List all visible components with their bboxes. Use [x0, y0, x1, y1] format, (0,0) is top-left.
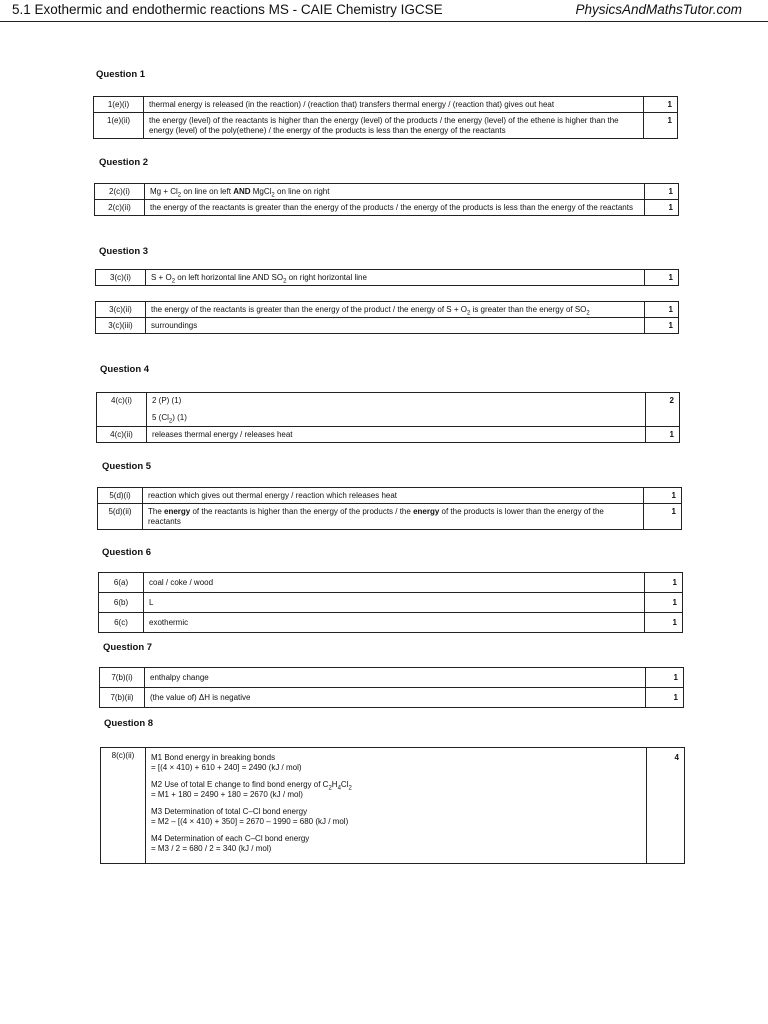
question-heading: Question 8	[104, 718, 154, 729]
part-label: 3(c)(i)	[96, 270, 146, 286]
mark-value: 1	[645, 184, 679, 200]
question-heading: Question 1	[96, 69, 146, 80]
table-row	[99, 613, 683, 633]
question-heading: Question 6	[102, 547, 152, 558]
mark-scheme-table	[97, 487, 682, 530]
table-row	[99, 573, 683, 593]
marking-point-m1	[151, 753, 641, 773]
answer-fragment: M2 Use of total E change to find bond energy of C	[151, 780, 329, 789]
question-heading: Question 7	[103, 642, 153, 653]
answer-text: releases thermal energy / releases heat	[147, 427, 646, 443]
answer-fragment: S + O	[151, 273, 172, 282]
answer-text: (the value of) ΔH is negative	[145, 688, 646, 708]
answer-text: surroundings	[146, 318, 645, 334]
mark-scheme-table	[98, 572, 683, 633]
part-label: 6(c)	[99, 613, 144, 633]
marking-point-m3	[151, 807, 641, 827]
subscript: 4	[337, 785, 341, 792]
subscript: 2	[586, 310, 590, 317]
mark-value: 1	[646, 427, 680, 443]
mark-value: 1	[644, 97, 678, 113]
answer-text: coal / coke / wood	[144, 573, 645, 593]
subscript: 2	[171, 278, 176, 285]
answer-fragment: Mg + Cl	[150, 187, 178, 196]
mark-value: 1	[645, 593, 683, 613]
table-row	[97, 393, 680, 427]
answer-text	[147, 393, 646, 427]
mark-value: 1	[645, 270, 679, 286]
subscript: 2	[466, 310, 471, 317]
mark-value: 1	[646, 688, 684, 708]
answer-emphasis: AND	[233, 187, 251, 196]
answer-fragment: on left horizontal line AND SO	[175, 273, 284, 282]
part-label: 3(c)(ii)	[96, 302, 146, 318]
part-label: 7(b)(i)	[100, 668, 145, 688]
site-name: PhysicsAndMathsTutor.com	[575, 2, 742, 17]
mark-value: 1	[646, 668, 684, 688]
mark-value: 1	[644, 488, 682, 504]
subscript: 2	[177, 192, 182, 199]
mark-value: 1	[645, 200, 679, 216]
answer-fragment: of the products is lower than the energy of the reactants	[148, 507, 604, 526]
marking-point-title: M1 Bond energy in breaking bonds	[151, 753, 276, 762]
mark-value: 4	[647, 748, 685, 864]
page-header	[0, 2, 768, 20]
answer-fragment: on line on right	[274, 187, 330, 196]
answer-text: enthalpy change	[145, 668, 646, 688]
marking-point-calc: = M3 / 2 = 680 / 2 = 340 (kJ / mol)	[151, 844, 272, 853]
marking-point-m4	[151, 834, 641, 854]
part-label: 1(e)(i)	[94, 97, 144, 113]
answer-text: thermal energy is released (in the reaction) / (reaction that) transfers thermal energy / (reaction that) gives out heat	[144, 97, 644, 113]
table-row	[96, 318, 679, 334]
mark-scheme-table	[94, 183, 679, 216]
answer-text	[146, 270, 645, 286]
subscript: 2	[168, 418, 173, 425]
table-row	[100, 688, 684, 708]
part-label: 6(b)	[99, 593, 144, 613]
subscript: 2	[283, 278, 287, 285]
part-label: 5(d)(i)	[98, 488, 143, 504]
answer-emphasis: energy	[164, 507, 191, 516]
part-label: 4(c)(i)	[97, 393, 147, 427]
answer-fragment: MgCl	[250, 187, 272, 196]
mark-scheme-table	[96, 392, 680, 443]
answer-emphasis: energy	[413, 507, 440, 516]
table-row	[94, 113, 678, 139]
marking-point-m2	[151, 780, 641, 800]
part-label: 4(c)(ii)	[97, 427, 147, 443]
table-row	[98, 504, 682, 530]
mark-value: 2	[646, 393, 680, 427]
mark-value: 1	[644, 504, 682, 530]
marking-point-calc: = M2 – [(4 × 410) + 350] = 2670 – 1990 = 680 (kJ / mol)	[151, 817, 349, 826]
marking-point-title: M3 Determination of total C–Cl bond energy	[151, 807, 308, 816]
table-row	[98, 488, 682, 504]
table-row	[101, 748, 685, 864]
mark-value: 1	[645, 613, 683, 633]
part-label: 2(c)(i)	[95, 184, 145, 200]
marking-point-calc: = [(4 × 410) + 610 + 240] = 2490 (kJ / mol)	[151, 763, 302, 772]
answer-text: L	[144, 593, 645, 613]
subscript: 2	[348, 785, 352, 792]
answer-fragment: is greater than the energy of SO	[470, 305, 587, 314]
table-row	[96, 270, 679, 286]
answer-fragment: H	[331, 780, 338, 789]
question-heading: Question 4	[100, 364, 150, 375]
table-row	[100, 668, 684, 688]
answer-text: the energy of the reactants is greater than the energy of the products / the energy of the products is less than the energy of the reactants	[145, 200, 645, 216]
answer-text	[145, 184, 645, 200]
answer-fragment: Cl	[340, 780, 349, 789]
mark-value: 1	[645, 318, 679, 334]
mark-value: 1	[645, 302, 679, 318]
answer-fragment: 5 (Cl	[152, 413, 169, 422]
answer-line: 2 (P) (1)	[152, 396, 182, 405]
answer-text	[146, 302, 645, 318]
part-label: 6(a)	[99, 573, 144, 593]
answer-fragment: on line on left	[181, 187, 234, 196]
part-label: 5(d)(ii)	[98, 504, 143, 530]
mark-value: 1	[645, 573, 683, 593]
question-heading: Question 3	[99, 246, 149, 257]
subscript: 2	[328, 785, 332, 792]
answer-text: exothermic	[144, 613, 645, 633]
part-label: 7(b)(ii)	[100, 688, 145, 708]
marking-point-calc: = M1 + 180 = 2490 + 180 = 2670 (kJ / mol)	[151, 790, 303, 799]
part-label: 1(e)(ii)	[94, 113, 144, 139]
answer-fragment: the energy of the reactants is greater than the energy of the product / the energy of S + O	[151, 305, 467, 314]
part-label: 8(c)(ii)	[101, 748, 146, 864]
part-label: 2(c)(ii)	[95, 200, 145, 216]
mark-scheme-table	[93, 96, 678, 139]
mark-value: 1	[644, 113, 678, 139]
mark-scheme-table	[99, 667, 684, 708]
table-row	[95, 200, 679, 216]
table-row	[95, 184, 679, 200]
answer-text: the energy (level) of the reactants is higher than the energy (level) of the products / the energy (level) of the ethene is higher than the energy (level) of the poly(ethene) / the energy of the products is less than the energy of the reactants	[144, 113, 644, 139]
mark-scheme-table	[100, 747, 685, 864]
subscript: 2	[271, 192, 275, 199]
mark-scheme-table	[95, 301, 679, 334]
question-heading: Question 5	[102, 461, 152, 472]
table-row	[99, 593, 683, 613]
mark-scheme-table	[95, 269, 679, 286]
answer-fragment: The	[148, 507, 165, 516]
table-row	[94, 97, 678, 113]
answer-text: reaction which gives out thermal energy / reaction which releases heat	[143, 488, 644, 504]
table-row	[97, 427, 680, 443]
answer-text	[146, 748, 647, 864]
question-heading: Question 2	[99, 157, 149, 168]
answer-fragment: on right horizontal line	[286, 273, 367, 282]
answer-fragment: ) (1)	[172, 413, 187, 422]
table-row	[96, 302, 679, 318]
answer-fragment: of the reactants is higher than the energy of the products / the	[190, 507, 414, 516]
answer-line	[152, 413, 640, 423]
answer-text	[143, 504, 644, 530]
document-title: 5.1 Exothermic and endothermic reactions MS - CAIE Chemistry IGCSE	[12, 2, 443, 17]
header-rule	[0, 21, 768, 22]
marking-point-title	[151, 780, 641, 790]
marking-point-title: M4 Determination of each C–Cl bond energy	[151, 834, 310, 843]
part-label: 3(c)(iii)	[96, 318, 146, 334]
